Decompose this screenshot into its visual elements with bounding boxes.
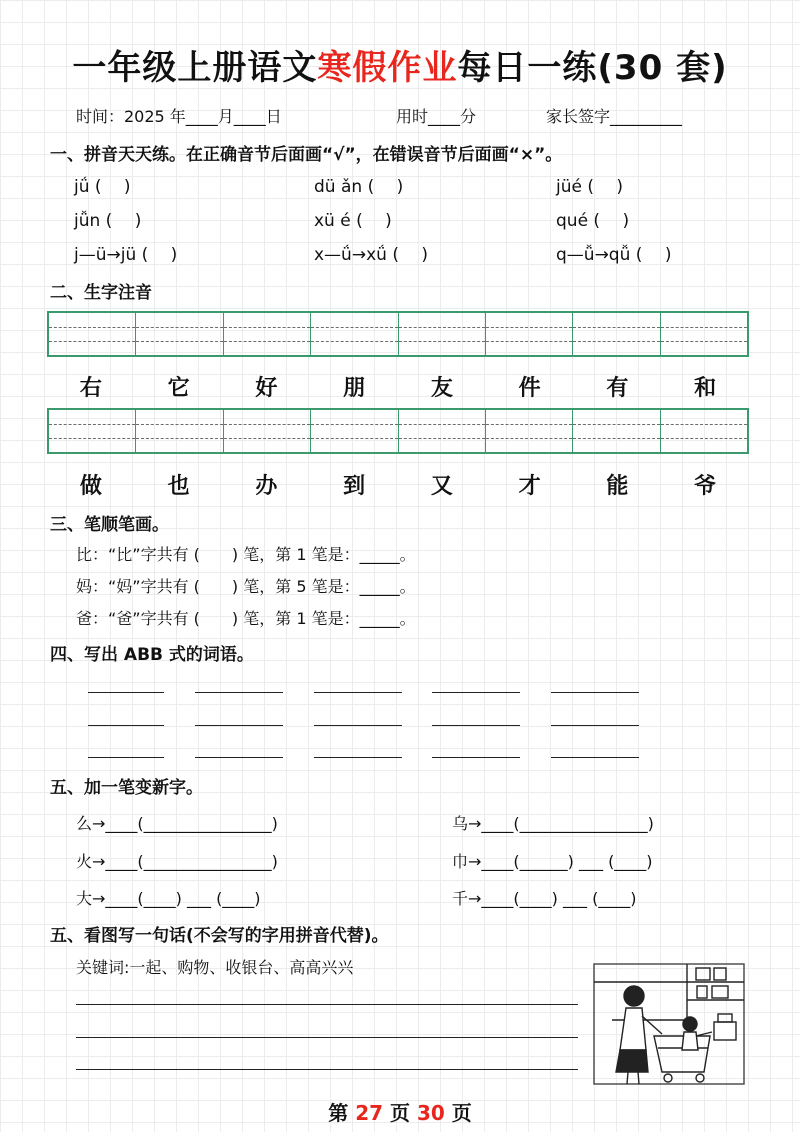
date-field: 时间：2025 年____月____日: [76, 107, 282, 126]
stroke-question: 比：“比”字共有 ( ) 笔，第 1 笔是：_____。: [76, 545, 416, 564]
page-label: 第: [328, 1101, 349, 1125]
section-4-heading: 四、写出 ABB 式的词语。: [50, 645, 254, 665]
title-highlight: 寒假作业: [317, 48, 458, 88]
character: 又: [430, 474, 453, 499]
pinyin-item: jǚn ( ): [74, 211, 142, 231]
section-5-heading: 五、加一笔变新字。: [50, 778, 203, 798]
add-stroke-item: 大→____(____) ___ (____): [76, 889, 261, 908]
stroke-question: 爸：“爸”字共有 ( ) 笔，第 1 笔是：_____。: [76, 609, 416, 628]
sentence-line[interactable]: [76, 1069, 578, 1070]
section-1-heading: 一、拼音天天练。在正确音节后面画“√”，在错误音节后面画“×”。: [50, 145, 563, 165]
character: 能: [606, 474, 629, 499]
title-part1: 一年级上册语文: [72, 48, 318, 88]
character: 也: [167, 474, 190, 499]
pinyin-item: jǘ ( ): [74, 177, 131, 197]
pinyin-item: dü ǎn ( ): [314, 177, 404, 197]
pinyin-writing-grid-1[interactable]: [47, 311, 749, 357]
sentence-line[interactable]: [76, 1004, 578, 1005]
pinyin-item: jüé ( ): [556, 177, 624, 197]
character: 有: [606, 376, 629, 401]
character-row-1: [47, 371, 749, 402]
add-stroke-item: 乌→____(________________): [452, 814, 654, 833]
pinyin-item: q—ǚ→qǚ ( ): [556, 245, 672, 265]
add-stroke-item: 巾→____(______) ___ (____): [452, 852, 653, 871]
character: 办: [255, 474, 278, 499]
character: 右: [79, 376, 102, 401]
character: 爷: [694, 474, 717, 499]
character: 做: [79, 474, 102, 499]
page-label: 页: [390, 1101, 410, 1125]
title-part3: 每日一练(30 套): [457, 48, 728, 88]
page-number: [0, 1097, 800, 1126]
section-2-heading: 二、生字注音: [50, 283, 152, 303]
duration-field: 用时____分: [396, 107, 477, 126]
character: 和: [694, 376, 717, 401]
keywords: 关键词:一起、购物、收银台、高高兴兴: [76, 958, 354, 977]
character-row-2: [47, 469, 749, 500]
section-3-heading: 三、笔顺笔画。: [50, 515, 169, 535]
add-stroke-item: 火→____(________________): [76, 852, 278, 871]
pinyin-item: xü é ( ): [314, 211, 392, 231]
shopping-checkout-illustration: [592, 960, 752, 1088]
page-label: 页: [451, 1101, 472, 1125]
page-title: [0, 40, 800, 89]
character: 朋: [343, 376, 366, 401]
sentence-line[interactable]: [76, 1037, 578, 1038]
total-pages: 30: [416, 1101, 445, 1125]
pinyin-item: x—ǘ→xǘ ( ): [314, 245, 428, 265]
current-page: 27: [355, 1101, 384, 1125]
add-stroke-item: 千→____(____) ___ (____): [452, 889, 637, 908]
pinyin-item: j—ü→jü ( ): [74, 245, 178, 265]
stroke-question: 妈：“妈”字共有 ( ) 笔，第 5 笔是：_____。: [76, 577, 416, 596]
character: 友: [430, 376, 453, 401]
character: 件: [518, 376, 541, 401]
character: 好: [255, 376, 278, 401]
add-stroke-item: 么→____(________________): [76, 814, 278, 833]
character: 它: [167, 376, 190, 401]
character: 到: [343, 474, 366, 499]
pinyin-writing-grid-2[interactable]: [47, 408, 749, 454]
pinyin-item: qué ( ): [556, 211, 630, 231]
section-6-heading: 五、看图写一句话(不会写的字用拼音代替)。: [50, 926, 389, 946]
parent-signature-field: 家长签字_________: [546, 107, 683, 126]
character: 才: [518, 474, 541, 499]
